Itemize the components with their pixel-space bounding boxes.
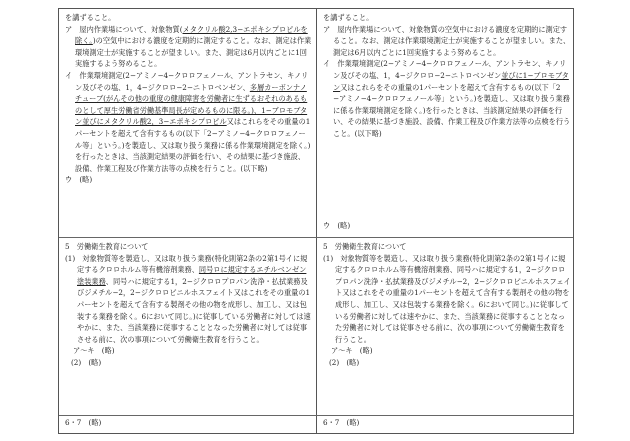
right-sec67: 6・7 (略): [323, 418, 360, 427]
current-column: [317, 9, 575, 433]
revised-column: [59, 9, 317, 433]
left-top-line: を講ずること。: [65, 13, 116, 22]
left-sec5-a-ki: ア〜キ (略): [73, 346, 115, 356]
section-divider-top: [59, 237, 573, 238]
right-item-a: ア 屋内作業場について、対象物質の空気中における濃度を定期的に測定すること。なお、測定は作業環境測定士が実施することが望ましい。また、測定は6月以内ごとに1回実施するよう努めること。: [323, 24, 571, 57]
right-section-5: [323, 241, 571, 369]
right-sec5-a-ki: ア〜キ (略): [331, 346, 373, 356]
left-sec5-title: 5 労働衛生教育について: [65, 242, 149, 251]
left-item-a: ア 屋内作業場について、対象物質(メタクリル酸2,3−エポキシプロピルを除く。)の空気中における濃度を定期的に測定すること。なお、測定は作業環境測定士が実施することが望ましい。また、測定は6月以内ごとに1回実施するよう努めること。: [65, 24, 312, 69]
right-item-u: ウ (略): [323, 221, 351, 230]
left-item-u: ウ (略): [65, 175, 93, 185]
left-sec5-item2: (2) (略): [71, 357, 102, 367]
section-divider-bottom: [59, 415, 573, 416]
left-sec67: 6・7 (略): [65, 418, 102, 427]
right-sec5-item1: (1) 対象物質等を製造し、又は取り扱う業務(特化則第2条の2第1号イに規定するクロロホルム等有機溶剤業務、同号ハに規定する1，2−ジクロロプロパン洗浄・払拭業務及びジメチル−2，2−ジクロロビニルホスフェイト又はこれをその重量の1パーセントを超えて含有する製剤その他の物を成形し、加工し、又は包装する業務を除く。6において同じ。)に従事している労働者に対しては速やかに、また、当該業務に従事することとなった労働者に対しては従事させる前に、次の事項について労働衛生教育を行うこと。: [323, 253, 571, 344]
comparison-table: [58, 8, 574, 434]
left-section-5: [65, 241, 312, 369]
left-item-i: イ 作業環境測定(2−アミノ−4−クロロフェノール、アントラセン、キノリン及びその塩、1，4−ジクロロ−2−ニトロベンゼン、多層カーボンナノチューブ(がんその他の重度の健康障害を労働者に生ずるおそれのあるものとして厚生労働省労働基準局長が定めるものに限る。)、1−ブロモブタン並びにメタクリル酸2，3−エポキシプロピル又はこれらをその重量の1パーセントを超えて含有するもの(以下「2−アミノ−4−クロロフェノール等」という。)を製造し、又は取り扱う業務に係る作業環境測定を除く。)を行ったときは、当該測定結果の評価を行い、その結果に基づき施設、設備、作業工程及び作業方法等の点検を行うこと。(以下略): [65, 70, 311, 173]
left-sec5-item1: (1) 対象物質等を製造し、又は取り扱う業務(特化則第2条の2第1号イに規定するクロロホルム等有機溶剤業務、同号ロに規定するエチルベンゼン塗装業務、同号ハに規定する1，2−ジクロロプロパン洗浄・払拭業務及びジメチル−2，2−ジクロロビニルホスフェイト又はこれをその重量の1パーセントを超えて含有する製剤その他の物を成形し、加工し、又は包装する業務を除く。6において同じ。)に従事している労働者に対しては速やかに、また、当該業務に従事することとなった労働者に対しては従事させる前に、次の事項について労働衛生教育を行うこと。: [65, 253, 311, 344]
right-sec5-title: 5 労働衛生教育について: [323, 242, 407, 251]
right-sec5-item2: (2) (略): [329, 357, 360, 367]
right-item-i: イ 作業環境測定(2−アミノ−4−クロロフェノール、アントラセン、キノリン及びその塩、1，4−ジクロロ−2−ニトロベンゼン並びに1−ブロモブタン又はこれらをその重量の1パーセントを超えて含有するもの(以下「2−アミノ−4−クロロフェノール等」という。)を製造し、又は取り扱う業務に係る作業環境測定を除く。)を行ったときは、当該測定結果の評価を行い、その結果に基づき施設、設備、作業工程及び作業方法等の点検を行うこと。(以下略): [323, 59, 571, 138]
right-top-line: を講ずること。: [323, 13, 374, 22]
